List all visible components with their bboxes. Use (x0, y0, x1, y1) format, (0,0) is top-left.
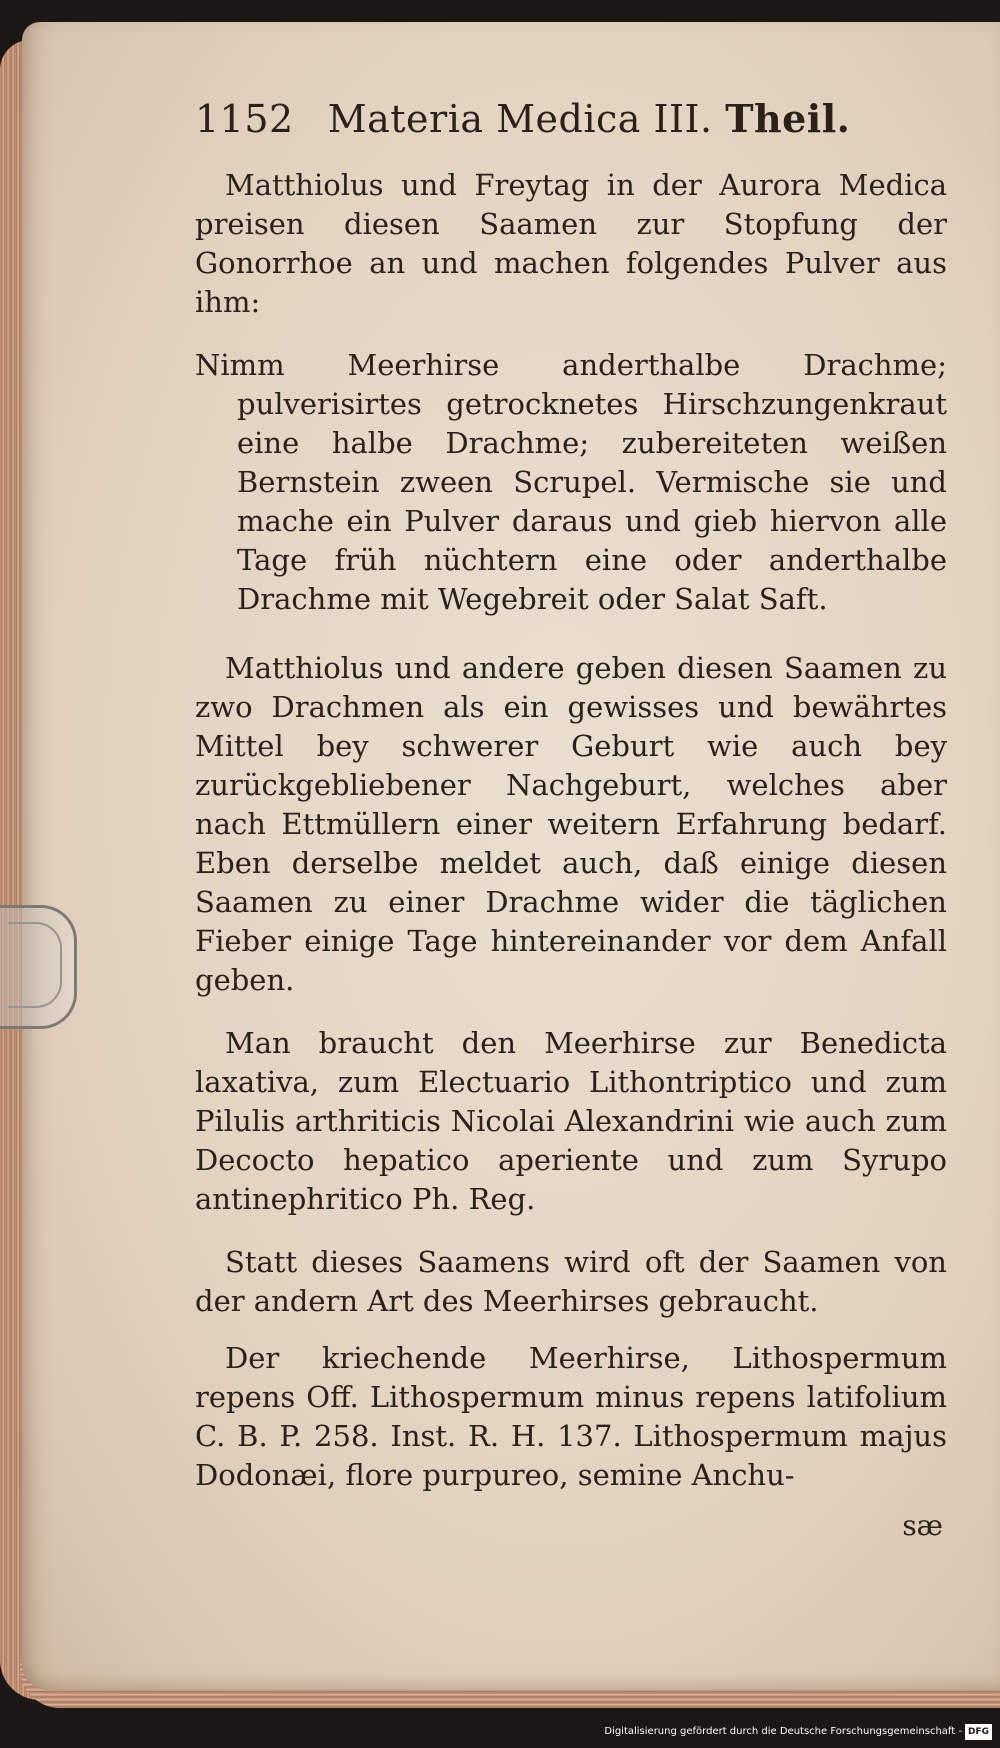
footer-credit: Digitalisierung gefördert durch die Deutsche Forschungsgemeinschaft (604, 1726, 956, 1737)
paragraph-5: Statt dieses Saamens wird oft der Saamen von der andern Art des Meerhirses gebraucht. (195, 1245, 947, 1318)
page-number: 1152 (195, 97, 294, 141)
paragraph-4: Man braucht den Meerhirse zur Benedicta laxativa, zum Electuario Lithontriptico und zum Pilulis arthriticis Nicolai Alexandrini wie auch zum Decocto hepatico aperiente und zum Syrupo antinephritico Ph. Reg. (195, 1026, 947, 1216)
page-text-block (195, 92, 947, 1543)
running-title-tail: Theil. (725, 96, 851, 141)
page-clip-inner (8, 922, 62, 1008)
running-title: Materia Medica III. (327, 97, 713, 141)
paragraph-1: Matthiolus und Freytag in der Aurora Medica preisen diesen Saamen zur Stopfung der Gonorrhoe an und machen folgendes Pulver aus ihm: (195, 168, 947, 319)
digitization-footer: Digitalisierung gefördert durch die Deutsche Forschungsgemeinschaft - DFG (604, 1724, 992, 1740)
paragraph-6: Der kriechende Meerhirse, Lithospermum repens Off. Lithospermum minus repens latifolium C. B. P. 258. Inst. R. H. 137. Lithospermum majus Dodonæi, flore purpureo, semine Anchu- (195, 1341, 947, 1492)
paragraph-3: Matthiolus und andere geben diesen Saamen zu zwo Drachmen als ein gewisses und bewährtes Mittel bey schwerer Geburt wie auch bey zurückgebliebener Nachgeburt, welches aber nach Ettmüllern einer weitern Erfahrung bedarf. Eben derselbe meldet auch, daß einige diesen Saamen zu einer Drachme wider die täglichen Fieber einige Tage hintereinander vor dem Anfall geben. (195, 651, 947, 997)
running-header (195, 92, 947, 146)
catchword: sæ (902, 1509, 943, 1542)
dfg-logo-badge: DFG (965, 1724, 992, 1740)
paragraph-recipe: Nimm Meerhirse anderthalbe Drachme; pulverisirtes getrocknetes Hirschzungenkraut eine halbe Drachme; zubereiteten weißen Bernstein zween Scrupel. Vermische sie und mache ein Pulver daraus und gieb hiervon alle Tage früh nüchtern eine oder anderthalbe Drachme mit Wegebreit oder Salat Saft. (195, 348, 947, 616)
